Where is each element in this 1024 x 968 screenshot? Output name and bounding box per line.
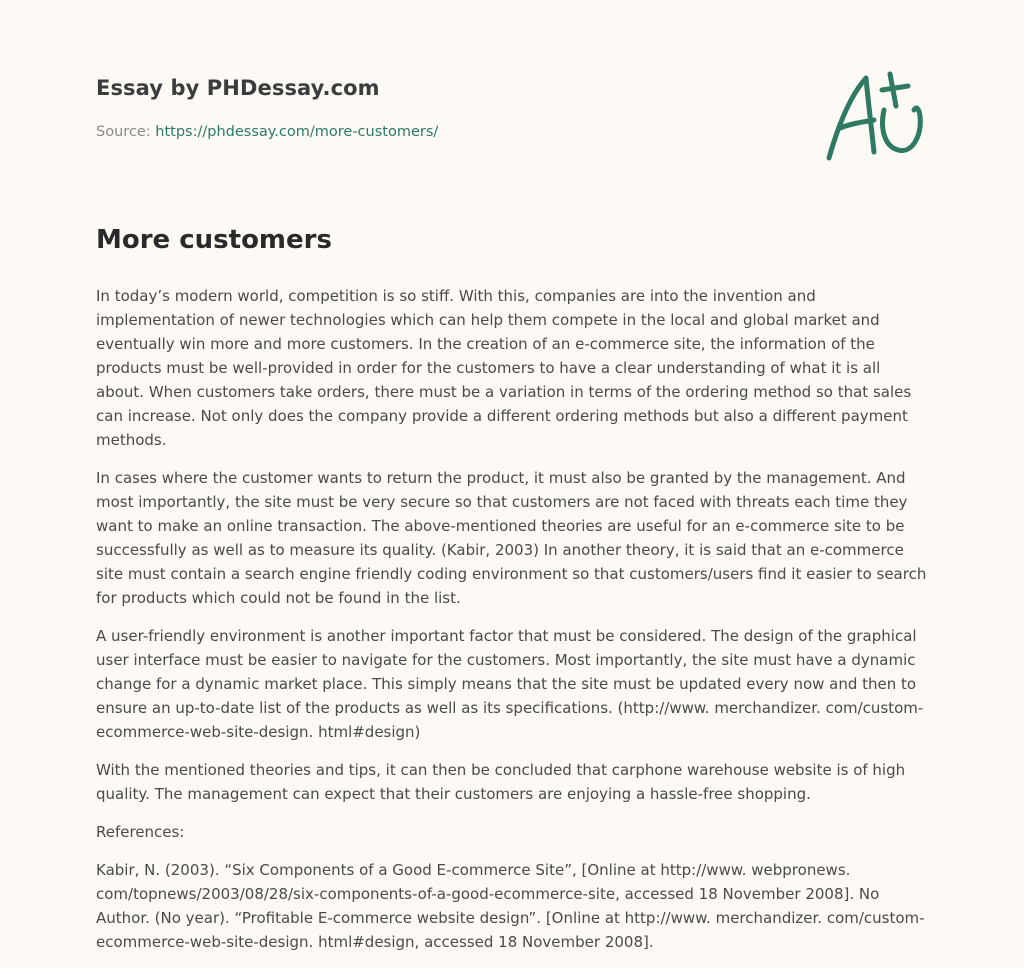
references-heading: References: bbox=[96, 823, 185, 841]
paragraph: With the mentioned theories and tips, it can then be concluded that carphone warehouse website is of high quality. The management can expect that their customers are enjoying a hassle-free shopping. bbox=[96, 761, 906, 803]
article-body bbox=[96, 284, 928, 968]
source-label: Source: bbox=[96, 124, 151, 140]
paragraph: In cases where the customer wants to return the product, it must also be granted by the management. And most importantly, the site must be very secure so that customers are not faced with threats each time they want to make an online transaction. The above-mentioned theories are useful for an e-commerce site to be successfully as well as to measure its quality. (Kabir, 2003) In another theory, it is said that an e-commerce site must contain a search engine friendly coding environment so that customers/users find it easier to search for products which could not be found in the list. bbox=[96, 469, 927, 607]
paragraph: A user-friendly environment is another important factor that must be considered. The design of the graphical user interface must be easier to navigate for the customers. Most importantly, the site must have a dynamic change for a dynamic market place. This simply means that the site must be updated every now and then to ensure an up-to-date list of the products as well as its specifications. (http://www. merchandizer. com/custom-ecommerce-web-site-design. html#design) bbox=[96, 627, 924, 741]
reference-entry: Kabir, N. (2003). “Six Components of a Good E-commerce Site”, [Online at http://www. webpronews. com/topnews/2003/08/28/six-components-of-a-good-ecommerce-site, accessed 18 November 2008]. No Author. (No year). “Profitable E-commerce website design”. [Online at http://www. merchandizer. com/custom-ecommerce-web-site-design. html#design, accessed 18 November 2008]. bbox=[96, 861, 925, 951]
document-header bbox=[96, 0, 928, 200]
document-page bbox=[96, 0, 928, 951]
source-line bbox=[96, 124, 438, 140]
source-link[interactable]: https://phdessay.com/more-customers/ bbox=[155, 124, 439, 140]
a-plus-logo-icon bbox=[824, 66, 928, 166]
paragraph: In today’s modern world, competition is so stiff. With this, companies are into the invention and implementation of newer technologies which can help them compete in the local and global market and eventually win more and more customers. In the creation of an e-commerce site, the information of the products must be well-provided in order for the customers to have a clear understanding of what it is all about. When customers take orders, there must be a variation in terms of the ordering method so that sales can increase. Not only does the company provide a different ordering methods but also a different payment methods. bbox=[96, 287, 912, 449]
brand-title: Essay by PHDessay.com bbox=[96, 76, 380, 100]
page-title: More customers bbox=[96, 225, 332, 255]
